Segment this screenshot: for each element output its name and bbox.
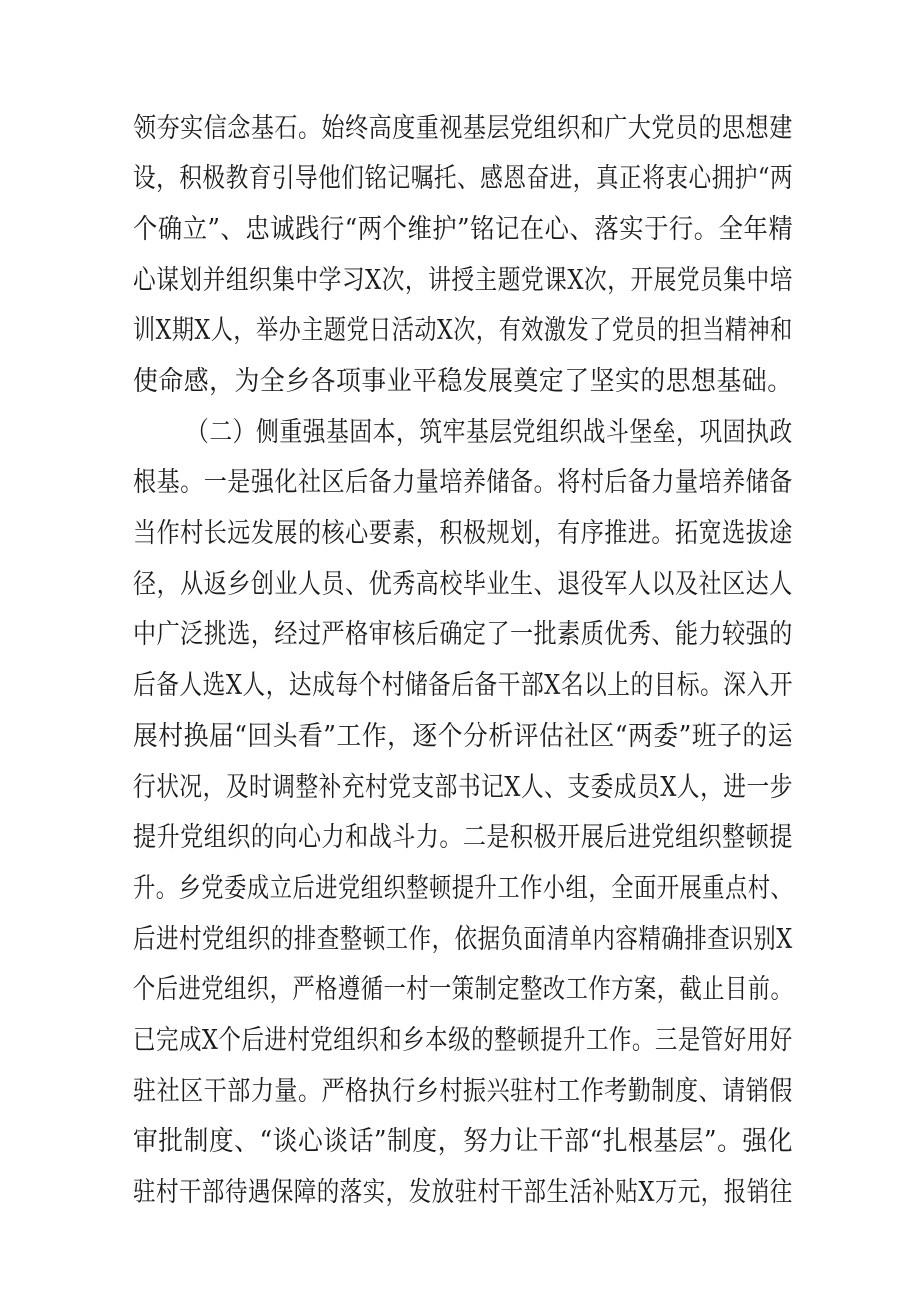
section-heading-line: （二）侧重强基固本，筑牢基层党组织战斗堡垒，巩固执政 [186,417,793,448]
text-line: 训X期X人，举办主题党日活动X次，有效激发了党员的担当精神和 [133,315,793,346]
text-line: 中广泛挑选，经过严格审核后确定了一批素质优秀、能力较强的 [133,619,793,650]
text-line: 心谋划并组织集中学习X次，讲授主题党课X次，开展党员集中培 [133,265,793,296]
text-line: 行状况，及时调整补充村党支部书记X人、支委成员X人，进一步 [133,772,793,803]
text-line: 升。乡党委成立后进党组织整顿提升工作小组，全面开展重点村、 [133,873,794,904]
text-line: 设，积极教育引导他们铭记嘱托、感恩奋进，真正将衷心拥护“两 [133,163,794,194]
text-line: 提升党组织的向心力和战斗力。二是积极开展后进党组织整顿提 [133,822,793,853]
text-line: 径，从返乡创业人员、优秀高校毕业生、退役军人以及社区达人 [133,569,793,600]
text-line: 个确立”、忠诚践行“两个维护”铭记在心、落实于行。全年精 [133,214,794,245]
text-line: 使命感，为全乡各项事业平稳发展奠定了坚实的思想基础。 [133,366,793,397]
text-line: 展村换届“回头看”工作，逐个分析评估社区“两委”班子的运 [133,721,794,752]
text-line: 已完成X个后进村党组织和乡本级的整顿提升工作。三是管好用好 [133,1025,793,1056]
text-line: 领夯实信念基石。始终高度重视基层党组织和广大党员的思想建 [133,113,793,144]
text-line: 驻社区干部力量。严格执行乡村振兴驻村工作考勤制度、请销假 [133,1076,793,1107]
text-line: 审批制度、“谈心谈话”制度，努力让干部“扎根基层”。强化 [133,1126,794,1157]
text-line: 驻村干部待遇保障的落实，发放驻村干部生活补贴X万元，报销往 [133,1177,793,1208]
text-line: 后进村党组织的排查整顿工作，依据负面清单内容精确排查识别X [133,924,793,955]
text-line: 根基。一是强化社区后备力量培养储备。将村后备力量培养储备 [133,467,793,498]
text-line: 当作村长远发展的核心要素，积极规划，有序推进。拓宽选拔途 [133,518,793,549]
text-line: 后备人选X人，达成每个村储备后备干部X名以上的目标。深入开 [133,670,793,701]
text-line: 个后进党组织，严格遵循一村一策制定整改工作方案，截止目前。 [133,974,794,1005]
